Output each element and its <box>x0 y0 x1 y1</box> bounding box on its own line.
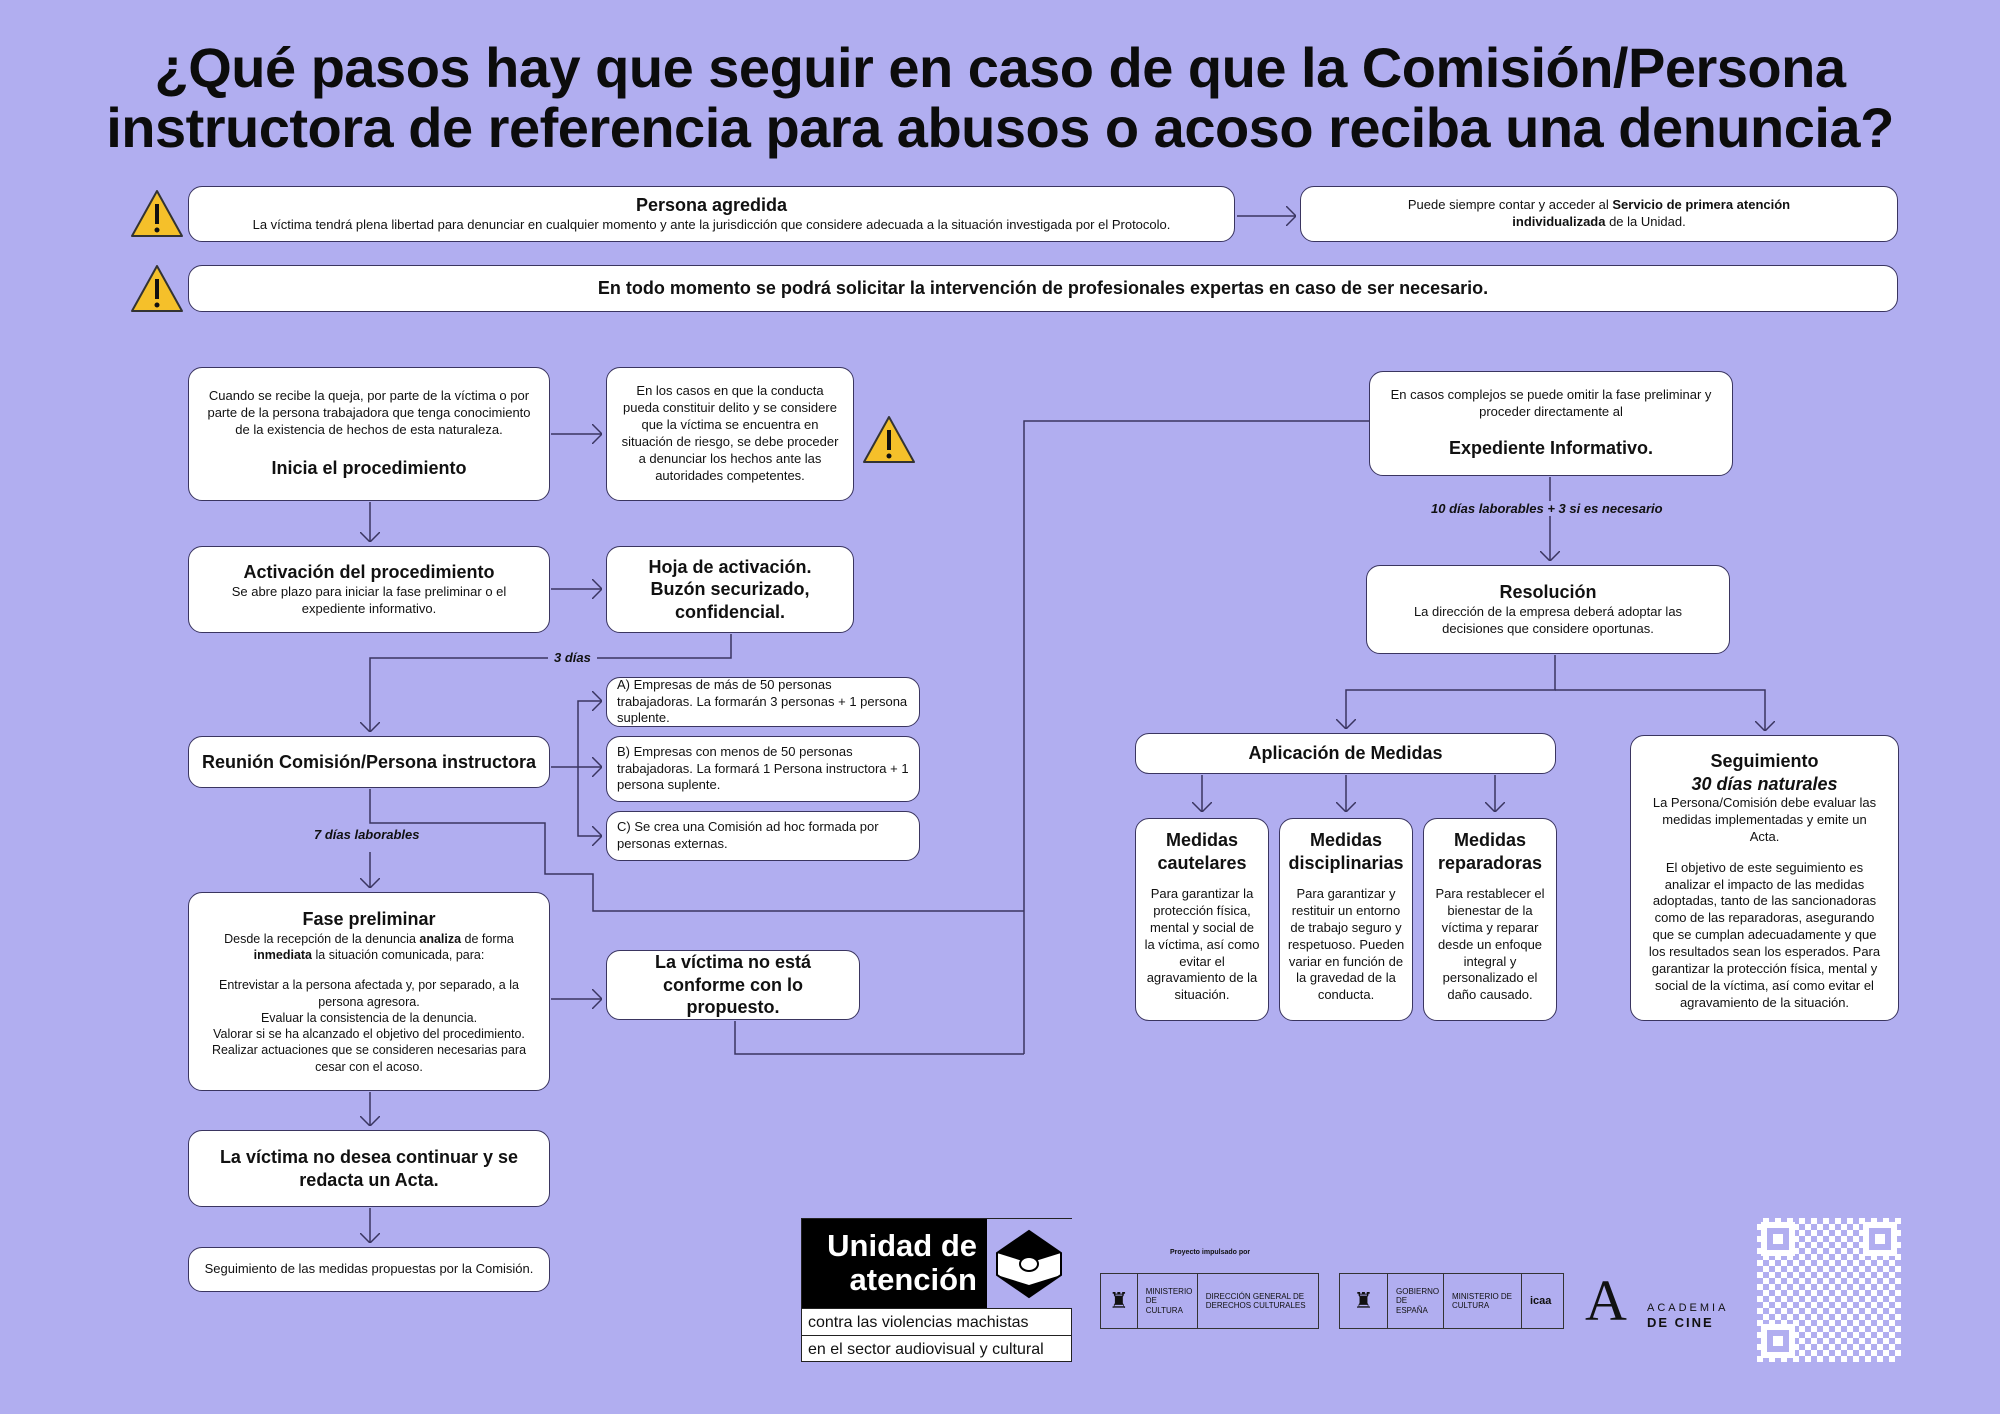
activacion-title: Activación del procedimiento <box>243 562 495 583</box>
logo-text: en el sector audiovisual y cultural <box>802 1335 1072 1362</box>
seguimiento-box <box>1630 735 1899 1021</box>
impulsado-label: Proyecto impulsado por <box>1170 1249 1251 1256</box>
persona-agredida-text: La víctima tendrá plena libertad para denunciar en cualquier momento y ante la jurisdicción que considere adecuada a la situación investigada por el Protocolo. <box>252 216 1171 232</box>
activacion-text: Se abre plazo para iniciar la fase preliminar o el expediente informativo. <box>231 583 507 616</box>
resolucion-title: Resolución <box>1499 582 1597 603</box>
servicio-bold: Servicio de primera atención individualizada <box>1512 197 1791 229</box>
medidas-disciplinarias-box <box>1279 818 1413 1021</box>
fase-item: Valorar si se ha alcanzado el objetivo del procedimiento. <box>213 1027 525 1041</box>
medida-title: Medidas reparadoras <box>1437 830 1543 873</box>
complejos-box <box>1369 371 1733 476</box>
servicio-text-end: de la Unidad. <box>1605 214 1686 229</box>
option-c-text: C) Se crea una Comisión ad hoc formada por personas externas. <box>617 819 879 851</box>
diez-dias-label: 10 días laborables + 3 si es necesario <box>1425 501 1669 516</box>
complejos-title: Expediente Informativo. <box>1448 438 1654 459</box>
ministerio-cultura-logo <box>1100 1273 1319 1329</box>
title-line-2: instructora de referencia para abusos o acoso reciba una denuncia? <box>106 96 1894 159</box>
warning-icon <box>130 264 184 314</box>
medidas-cautelares-box <box>1135 818 1269 1021</box>
profesionales-text: En todo momento se podrá solicitar la intervención de profesionales expertas en caso de ser necesario. <box>597 278 1489 299</box>
logo-text: GOBIERNO DE ESPAÑA <box>1388 1274 1444 1328</box>
siete-dias-label: 7 días laborables <box>308 827 426 842</box>
icaa-logo: icaa <box>1530 1294 1552 1307</box>
reunion-box <box>188 736 550 788</box>
delito-text: En los casos en que la conducta pueda constituir delito y se considere que la víctima se encuentra en situación de riesgo, se debe proceder a denunciar los hechos ante las autoridades competentes. <box>621 383 839 483</box>
resolucion-text: La dirección de la empresa deberá adoptar las decisiones que considere oportunas. <box>1413 603 1683 636</box>
fase-preliminar-box <box>188 892 550 1091</box>
seguimiento-subtitle: 30 días naturales <box>1691 773 1838 794</box>
fase-text: la situación comunicada, para: <box>312 948 485 962</box>
gobierno-logo <box>1339 1273 1564 1329</box>
no-desea-box <box>188 1130 550 1207</box>
persona-agredida-title: Persona agredida <box>635 195 788 216</box>
logo-text: MINISTERIO DE CULTURA <box>1138 1274 1198 1328</box>
logo-cube-icon <box>987 1219 1072 1308</box>
medida-text: Para restablecer el bienestar de la víctima y reparar desde un enfoque integral y personalizado el daño causado. <box>1435 886 1545 1003</box>
coat-of-arms-icon: ♜ <box>1101 1274 1138 1328</box>
medida-title: Medidas cautelares <box>1157 830 1247 873</box>
fase-text: Desde la recepción de la denuncia <box>224 931 420 946</box>
title-line-1: ¿Qué pasos hay que seguir en caso de que la Comisión/Persona <box>154 36 1846 99</box>
qr-code[interactable] <box>1757 1218 1901 1362</box>
seguimiento-medidas-box <box>188 1247 550 1292</box>
fase-title: Fase preliminar <box>302 909 436 930</box>
logo-text: Unidad de <box>827 1228 977 1263</box>
no-conforme-box <box>606 950 860 1020</box>
fase-item: Evaluar la consistencia de la denuncia. <box>260 1010 478 1025</box>
medida-text: Para garantizar y restituir un entorno de trabajo seguro y respetuoso. Pueden variar en función de la gravedad de la conducta. <box>1287 886 1405 1003</box>
option-b-box <box>606 736 920 802</box>
fase-bold: inmediata <box>253 948 313 962</box>
inicia-text: Cuando se recibe la queja, por parte de la víctima o por parte de la persona trabajadora que tenga conocimiento de la existencia de hechos de esta naturaleza. <box>207 388 531 438</box>
medidas-reparadoras-box <box>1423 818 1557 1021</box>
medida-title: Medidas disciplinarias <box>1288 830 1404 873</box>
fase-item: Entrevistar a la persona afectada y, por separado, a la persona agresora. <box>219 978 519 1009</box>
option-b-text: B) Empresas con menos de 50 personas trabajadoras. La formará 1 Persona instructora + 1 persona suplente. <box>617 743 909 793</box>
persona-agredida-box <box>188 186 1235 242</box>
activacion-box <box>188 546 550 633</box>
logo-text: atención <box>849 1262 977 1297</box>
option-c-box <box>606 811 920 861</box>
academia-cine-logo <box>1585 1268 1735 1333</box>
aplicacion-title: Aplicación de Medidas <box>1248 743 1443 764</box>
logo-text: DIRECCIÓN GENERAL DE DERECHOS CULTURALES <box>1205 1291 1306 1310</box>
tres-dias-label: 3 días <box>548 650 597 665</box>
fase-bold: analiza <box>419 931 462 946</box>
medida-text: Para garantizar la protección física, mental y social de la víctima, así como evitar el agravamiento de la situación. <box>1144 886 1260 1003</box>
seguimiento-text: El objetivo de este seguimiento es analizar el impacto de las medidas adoptadas, tanto de las sancionadoras como de las reparadoras, asegurando que se cumplan adecuadamente y que los resultados sean los esperados. Para garantizar la protección física, mental y social de la víctima, así como evitar el agravamiento de la situación. <box>1648 859 1881 1010</box>
resolucion-box <box>1366 565 1730 654</box>
no-conforme-text: La víctima no está conforme con lo propuesto. <box>654 952 812 1018</box>
unidad-atencion-logo <box>801 1218 1072 1362</box>
servicio-box <box>1300 186 1898 242</box>
logo-text: MINISTERIO DE CULTURA <box>1444 1274 1522 1328</box>
seguimiento-text: La Persona/Comisión debe evaluar las medidas implementadas y emite un Acta. <box>1652 795 1877 844</box>
seguimiento-medidas-text: Seguimiento de las medidas propuestas por la Comisión. <box>204 1261 534 1277</box>
academia-a-icon: A <box>1585 1268 1627 1333</box>
warning-icon <box>130 189 184 239</box>
fase-text: de forma <box>461 931 514 946</box>
logo-text: DE CINE <box>1647 1315 1714 1330</box>
logo-text: ACADEMIA <box>1647 1302 1729 1314</box>
profesionales-box <box>188 265 1898 312</box>
logo-text: contra las violencias machistas <box>802 1308 1072 1335</box>
inicia-title: Inicia el procedimiento <box>271 458 467 479</box>
no-desea-text: La víctima no desea continuar y se redacta un Acta. <box>219 1147 519 1190</box>
page-title <box>0 38 2000 158</box>
inicia-box <box>188 367 550 501</box>
seguimiento-title: Seguimiento <box>1710 751 1819 771</box>
fase-item: Realizar actuaciones que se consideren necesarias para cesar con el acoso. <box>211 1043 527 1074</box>
warning-icon <box>862 415 916 465</box>
reunion-title: Reunión Comisión/Persona instructora <box>201 751 537 772</box>
option-a-text: A) Empresas de más de 50 personas trabajadoras. La formarán 3 personas + 1 persona suplente. <box>617 676 908 726</box>
delito-box <box>606 367 854 501</box>
coat-of-arms-icon: ♜ <box>1340 1274 1388 1328</box>
complejos-text: En casos complejos se puede omitir la fase preliminar y proceder directamente al <box>1390 387 1712 420</box>
hoja-text: Hoja de activación. Buzón securizado, confidencial. <box>648 556 812 622</box>
aplicacion-box <box>1135 733 1556 774</box>
hoja-box <box>606 546 854 633</box>
servicio-text: Puede siempre contar y acceder al <box>1407 197 1613 213</box>
option-a-box <box>606 677 920 727</box>
